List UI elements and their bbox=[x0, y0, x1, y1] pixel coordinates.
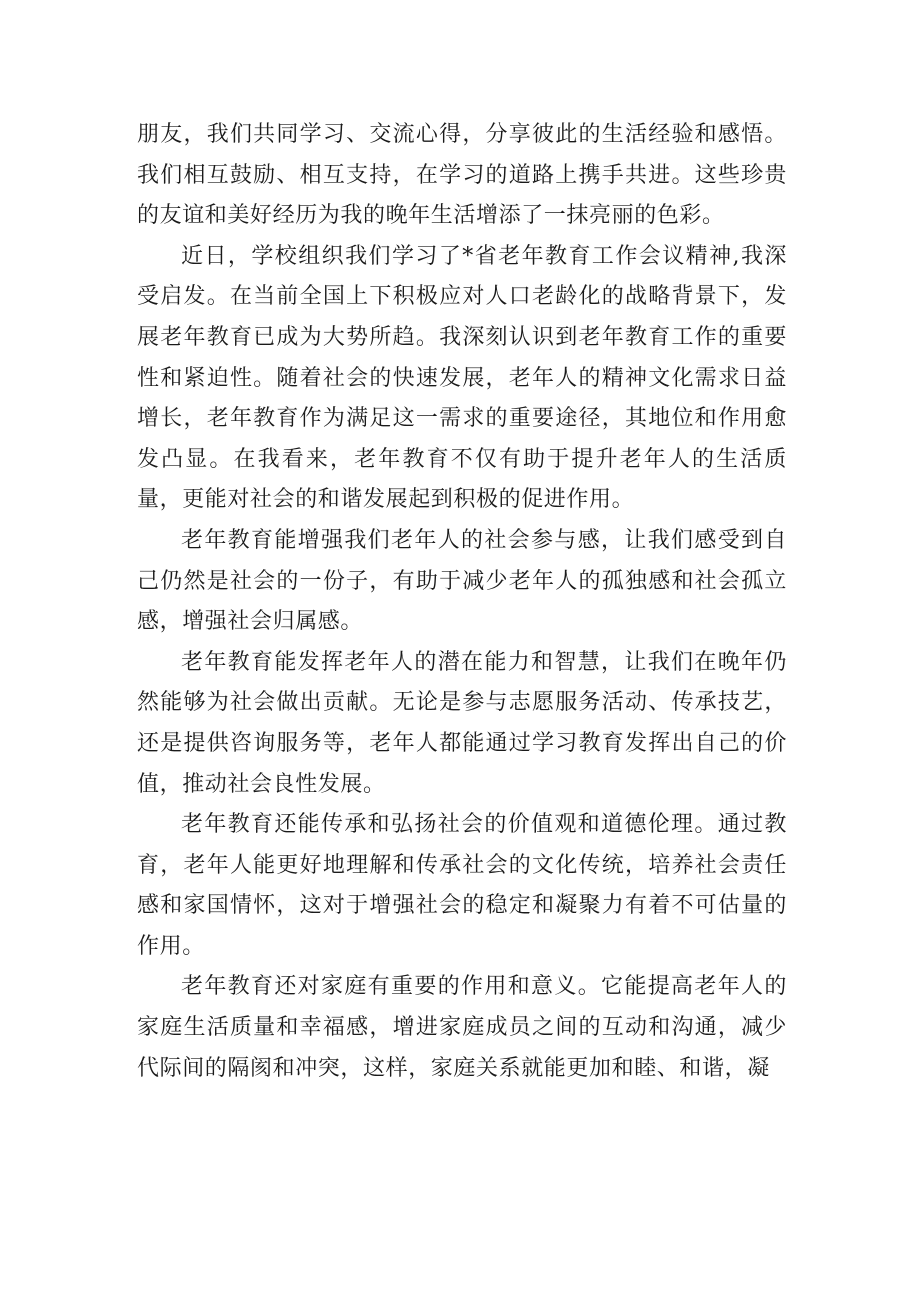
document-body bbox=[137, 115, 787, 1089]
paragraph-continuation: 朋友，我们共同学习、交流心得，分享彼此的生活经验和感悟。我们相互鼓励、相互支持，在学习的道路上携手共进。这些珍贵的友谊和美好经历为我的晚年生活增添了一抹亮丽的色彩。 bbox=[137, 122, 787, 229]
paragraph-study-meeting: 近日，学校组织我们学习了*省老年教育工作会议精神,我深受启发。在当前全国上下积极应对人口老龄化的战略背景下，发展老年教育已成为大势所趋。我深刻认识到老年教育工作的重要性和紧迫性。随着社会的快速发展，老年人的精神文化需求日益增长，老年教育作为满足这一需求的重要途径，其地位和作用愈发凸显。在我看来，老年教育不仅有助于提升老年人的生活质量，更能对社会的和谐发展起到积极的促进作用。 bbox=[137, 243, 787, 513]
paragraph-potential-wisdom: 老年教育能发挥老年人的潜在能力和智慧，让我们在晚年仍然能够为社会做出贡献。无论是参与志愿服务活动、传承技艺，还是提供咨询服务等，老年人都能通过学习教育发挥出自己的价值，推动社会良性发展。 bbox=[137, 649, 787, 797]
paragraph-family: 老年教育还对家庭有重要的作用和意义。它能提高老年人的家庭生活质量和幸福感，增进家庭成员之间的互动和沟通，减少代际间的隔阂和冲突，这样，家庭关系就能更加和睦、和谐，凝 bbox=[137, 974, 787, 1081]
paragraph-values-ethics: 老年教育还能传承和弘扬社会的价值观和道德伦理。通过教育，老年人能更好地理解和传承社会的文化传统，培养社会责任感和家国情怀，这对于增强社会的稳定和凝聚力有着不可估量的作用。 bbox=[137, 812, 787, 959]
paragraph-social-participation: 老年教育能增强我们老年人的社会参与感，让我们感受到自己仍然是社会的一份子，有助于减少老年人的孤独感和社会孤立感，增强社会归属感。 bbox=[137, 527, 787, 635]
